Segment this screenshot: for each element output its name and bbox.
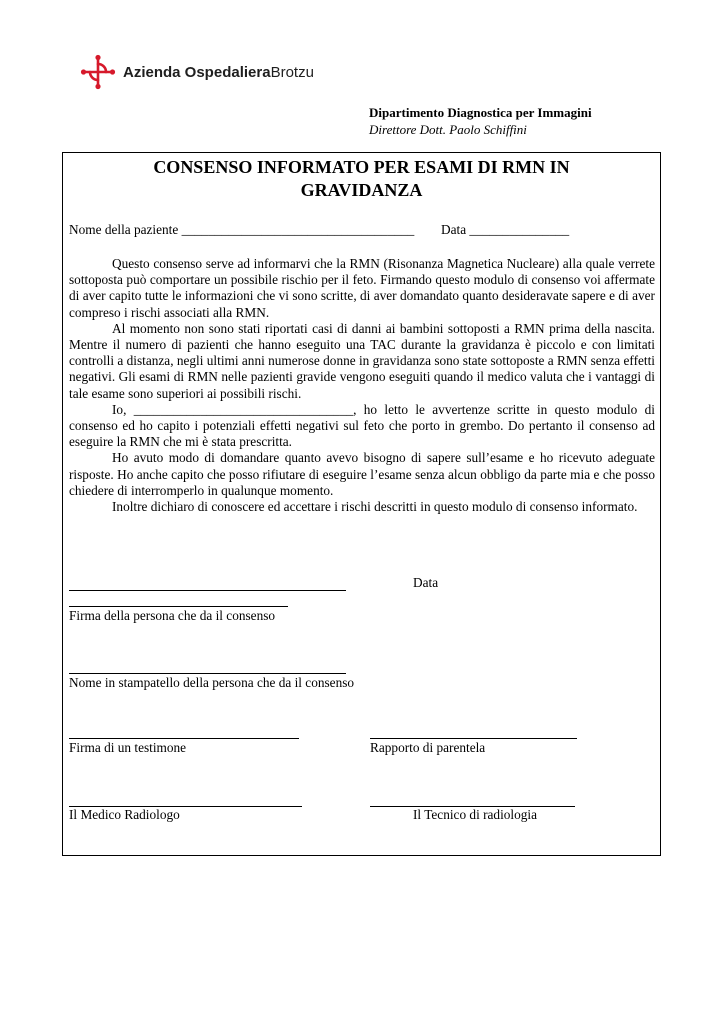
- paragraph-1: Questo consenso serve ad informarvi che la RMN (Risonanza Magnetica Nucleare) alla quale verrete sottoposta può comportare un possibile rischio per il feto. Firmando questo modulo di consenso voi affermate di aver capito tutte le informazioni che vi sono scritte, di aver domandato quanto desideravate sapere e di aver compreso i rischi associati alla RMN.: [69, 256, 655, 320]
- hospital-cross-logo-icon: [80, 54, 116, 90]
- form-title-line-2: GRAVIDANZA: [300, 180, 423, 200]
- hospital-logo: [80, 54, 314, 90]
- patient-name-field[interactable]: Nome della paziente ___________________________________: [69, 222, 415, 237]
- technician-label: Il Tecnico di radiologia: [413, 807, 537, 822]
- radiologist-label: Il Medico Radiologo: [69, 807, 180, 822]
- logo-text: [123, 64, 314, 81]
- department-name: Dipartimento Diagnostica per Immagini: [369, 105, 592, 120]
- print-name-line[interactable]: [69, 673, 346, 674]
- form-title-line-1: CONSENSO INFORMATO PER ESAMI DI RMN IN: [153, 157, 570, 177]
- signature-date-label: Data: [413, 575, 439, 590]
- consent-text: [69, 256, 655, 515]
- form-title: [62, 156, 661, 202]
- patient-row: [69, 222, 570, 238]
- date-field[interactable]: Data _______________: [441, 222, 570, 237]
- logo-text-bold: Azienda Ospedaliera: [123, 63, 271, 81]
- paragraph-2: Al momento non sono stati riportati casi di danni ai bambini sottoposti a RMN prima della nascita. Mentre il numero di pazienti che hanno eseguito una TAC durante la gravidanza è piccolo e con limitati controlli a distanza, negli ultimi anni numerose donne in gravidanza sono state sottoposte a RMN senza effetti negativi. Gli esami di RMN nelle pazienti gravide vengono eseguiti quando il medico valuta che i vantaggi di tale esame sono superiori ai possibili rischi.: [69, 320, 655, 401]
- department-block: [369, 104, 592, 138]
- consent-signature-line-2[interactable]: [69, 606, 288, 607]
- paragraph-5: Inoltre dichiaro di conoscere ed accettare i rischi descritti in questo modulo di consenso informato.: [112, 499, 638, 515]
- witness-signature-label: Firma di un testimone: [69, 740, 187, 755]
- department-director: Direttore Dott. Paolo Schiffini: [369, 122, 527, 137]
- paragraph-4: Ho avuto modo di domandare quanto avevo bisogno di sapere sull’esame e ho ricevuto adeguate risposte. Ho anche capito che posso rifiutare di eseguire l’esame senza alcun obbligo da parte mia e che posso chiedere di interromperlo in qualunque momento.: [69, 450, 655, 498]
- relationship-label: Rapporto di parentela: [370, 740, 486, 755]
- logo-text-regular: Brotzu: [270, 63, 314, 81]
- relationship-line[interactable]: [370, 738, 577, 739]
- print-name-label: Nome in stampatello della persona che da il consenso: [69, 675, 355, 690]
- paragraph-3: Io, _________________________________, ho letto le avvertenze scritte in questo modulo di consenso ed ho capito i potenziali effetti negativi sul feto che porto in grembo. Do pertanto il consenso ad eseguire la RMN che mi è stata prescritta.: [69, 401, 655, 450]
- consent-signature-label: Firma della persona che da il consenso: [69, 608, 276, 623]
- consent-signature-line-1[interactable]: [69, 590, 346, 591]
- witness-signature-line[interactable]: [69, 738, 299, 739]
